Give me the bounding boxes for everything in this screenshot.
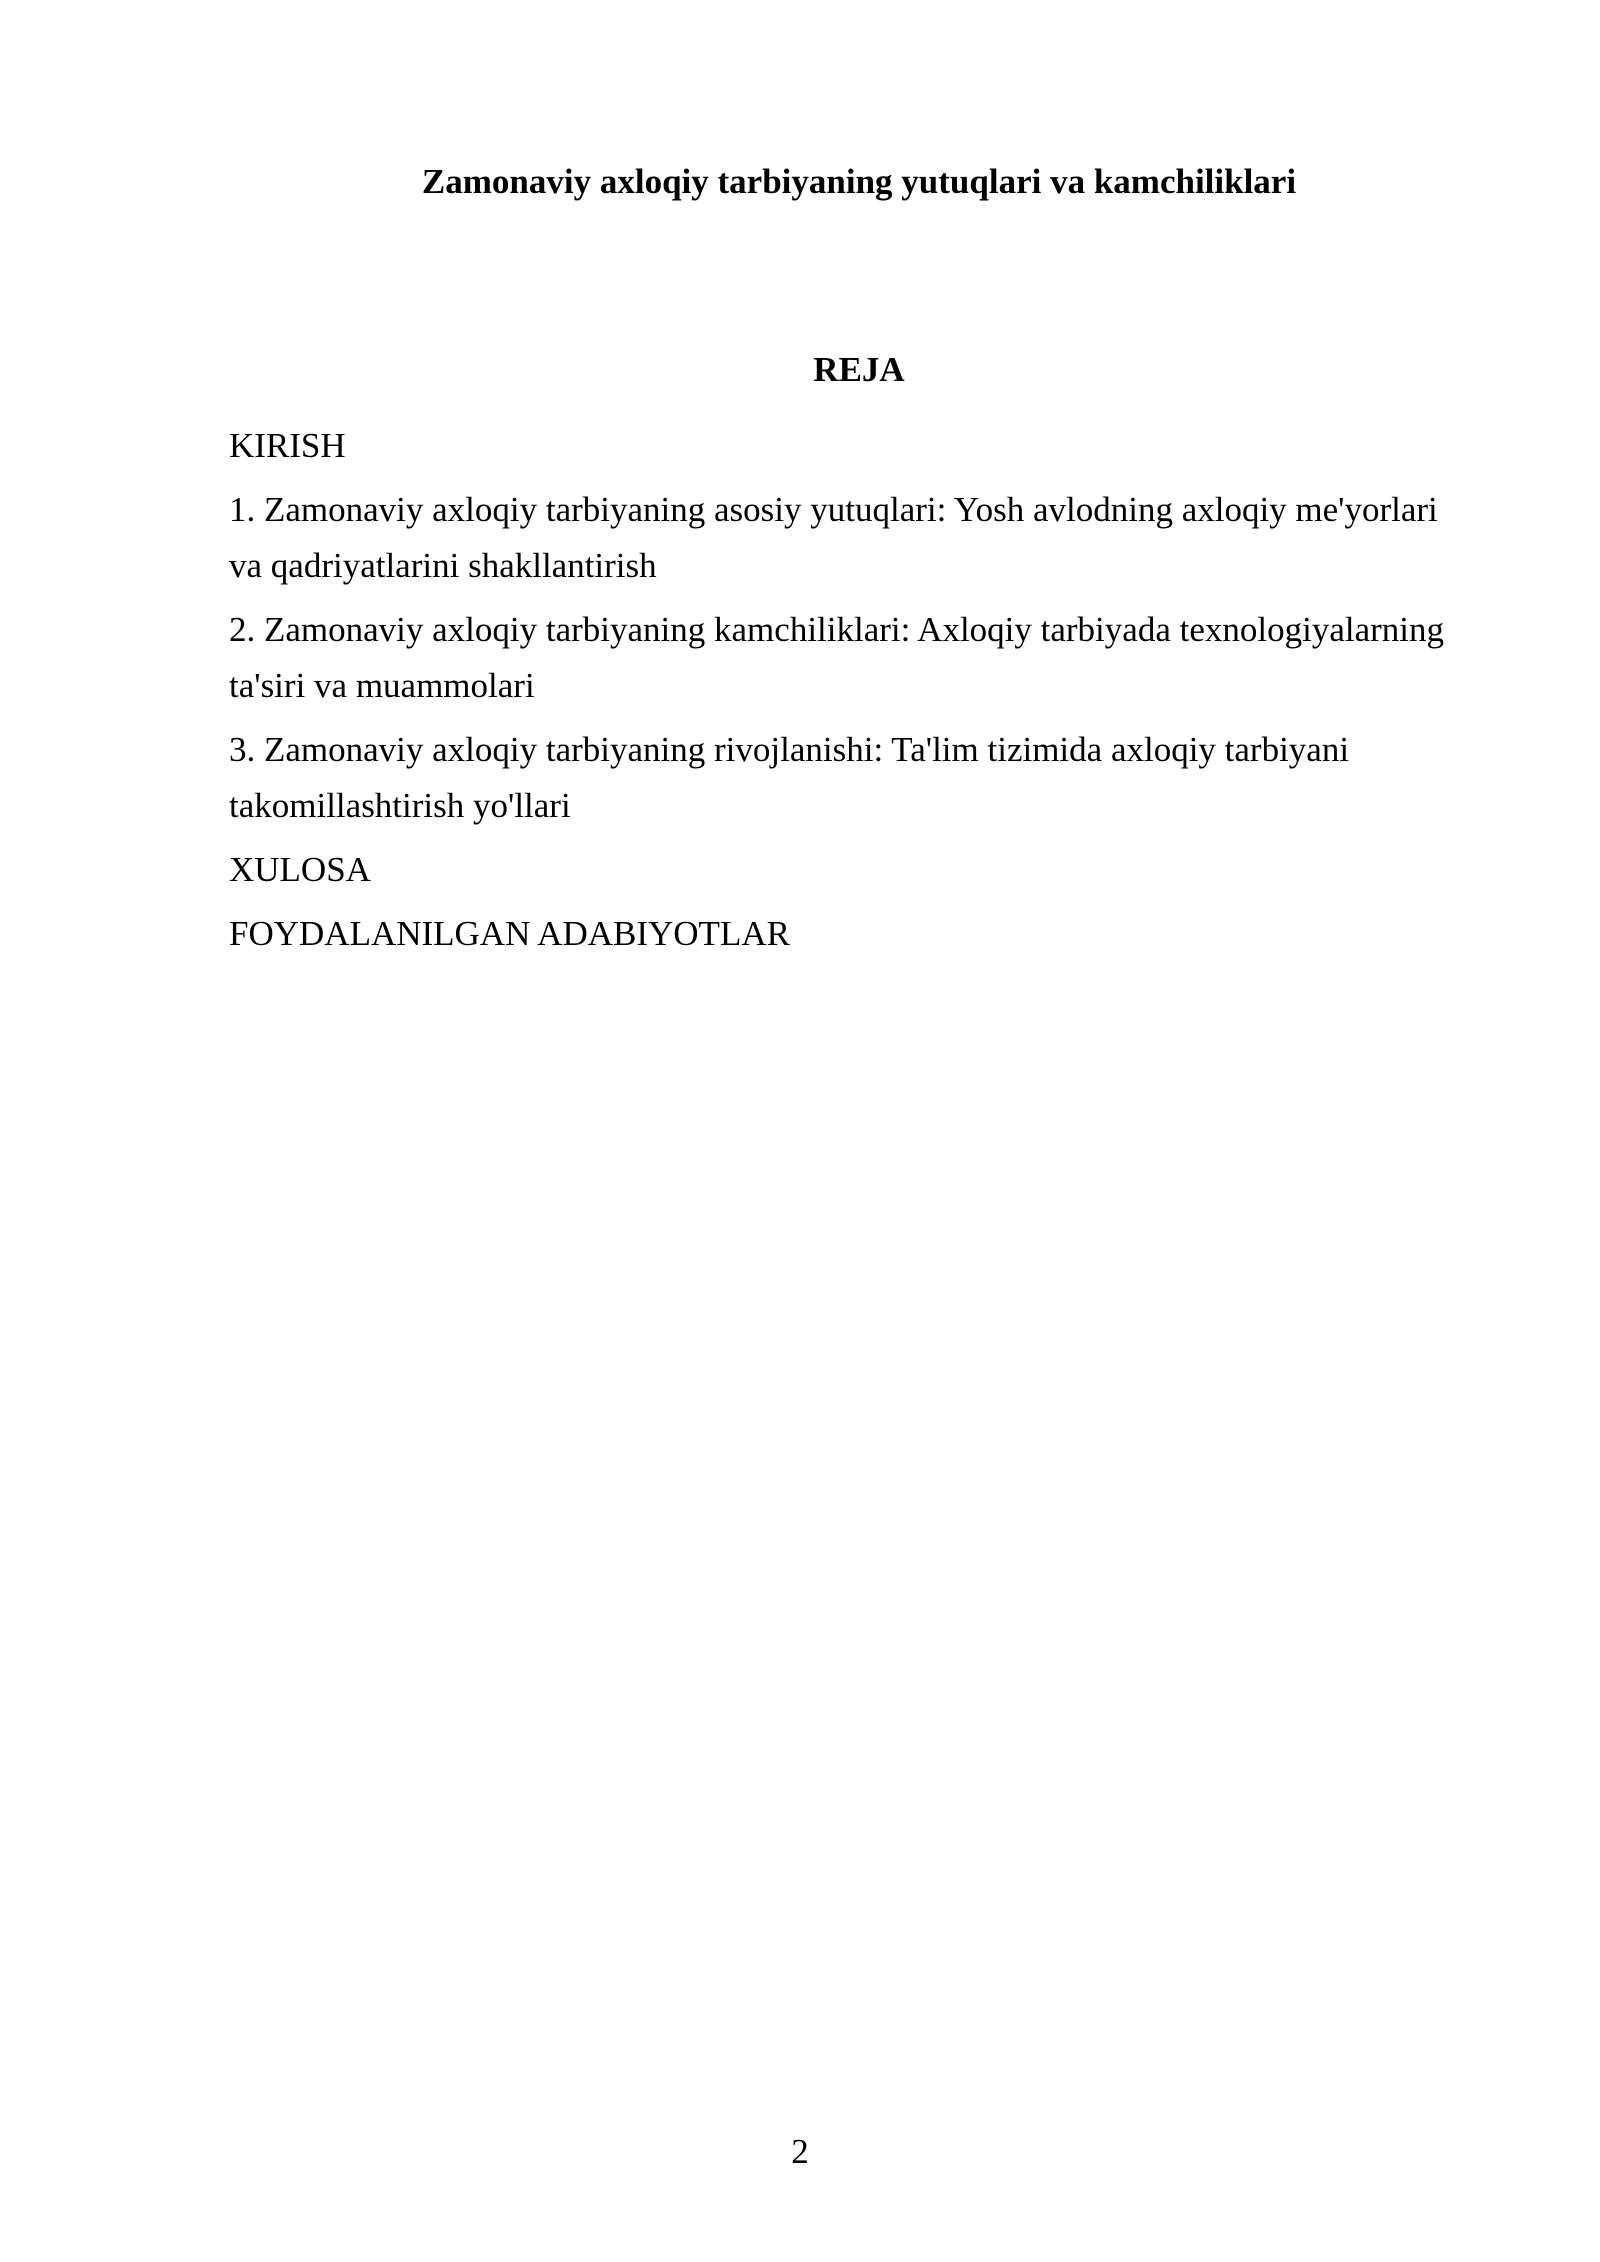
page-number: 2: [791, 2132, 809, 2171]
plan-item-3: 3. Zamonaviy axloqiy tarbiyaning rivojlanishi: Ta'lim tizimida axloqiy tarbiyani takomillashtirish yo'llari: [229, 730, 1350, 825]
plan-item-1: 1. Zamonaviy axloqiy tarbiyaning asosiy yutuqlari: Yosh avlodning axloqiy me'yorlari va qadriyatlarini shakllantirish: [229, 490, 1438, 585]
plan-item-introduction: KIRISH: [229, 426, 346, 465]
plan-item-2: 2. Zamonaviy axloqiy tarbiyaning kamchiliklari: Axloqiy tarbiyada texnologiyalarning ta'siri va muammolari: [229, 610, 1444, 705]
plan-item-references: FOYDALANILGAN ADABIYOTLAR: [229, 914, 790, 953]
plan-item-conclusion: XULOSA: [229, 850, 371, 889]
document-title: Zamonaviy axloqiy tarbiyaning yutuqlari va kamchiliklari: [421, 162, 1297, 201]
plan-list: [229, 418, 1459, 970]
plan-heading: REJA: [813, 350, 905, 389]
